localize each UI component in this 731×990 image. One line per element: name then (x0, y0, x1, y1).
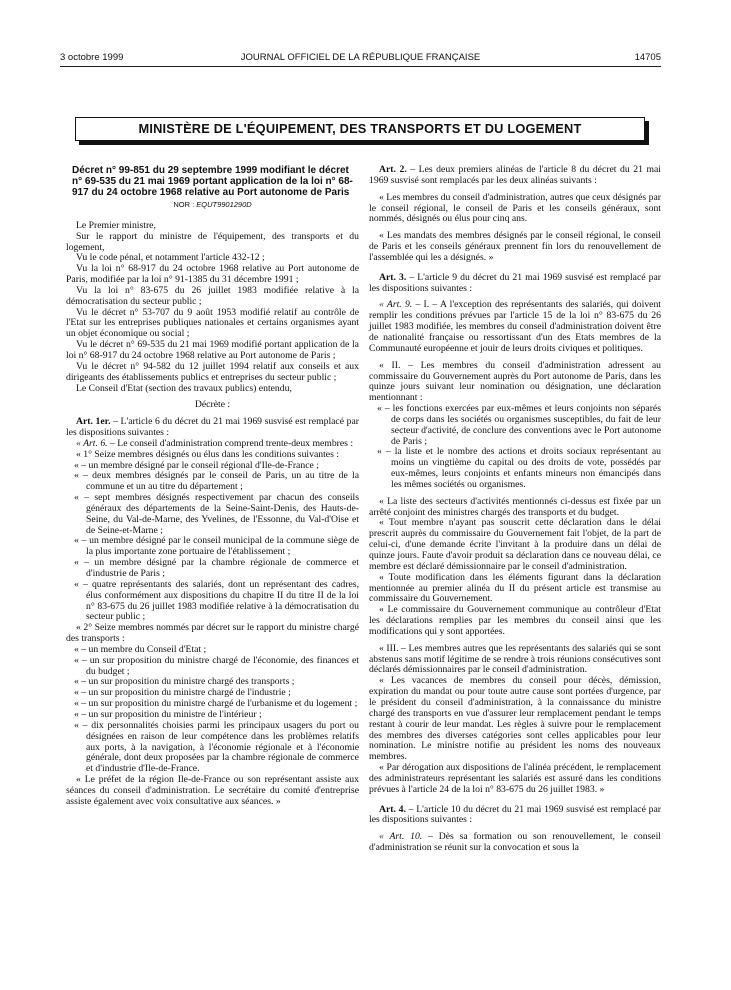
paragraph: « Les membres du conseil d'administration, autres que ceux désignés par le conseil régional, le conseil de Paris et les conseils généraux, sont nommés, désignés ou élus pour cinq ans. (369, 191, 661, 225)
header-rule (60, 66, 661, 67)
paragraph: « 2° Seize membres nommés par décret sur le rapport du ministre chargé des transports : (66, 622, 359, 645)
paragraph: « III. – Les membres autres que les représentants des salariés qui se sont abstenus sans motif légitime de se rendre à trois réunions consécutives sont déclarés démissionnaires par le conseil d'administration. (369, 642, 661, 676)
list-item: « – un membre désigné par le conseil municipal de la commune siège de la plus importante zone portuaire de l'établissement ; (74, 535, 359, 558)
article-1: Art. 1er. – L'article 6 du décret du 21 mai 1969 susvisé est remplacé par les dispositions suivantes : (66, 416, 359, 439)
article-2: Art. 2. – Les deux premiers alinéas de l'article 8 du décret du 21 mai 1969 susvisé sont remplacés par les deux alinéas suivants : (369, 164, 661, 186)
paragraph: « Par dérogation aux dispositions de l'alinéa précédent, le remplacement des administrateurs représentant les salariés est assuré dans les conditions prévues à l'article 24 de la loi n° 83-675 du 26 juillet 1983. » (369, 762, 661, 795)
list-item: « – la liste et le nombre des actions et droits sociaux représentant au moins un vingtième du capital ou des droits de vote, possédés par eux-mêmes, leurs conjoints et enfants mineurs non émancipés dans les mêmes sociétés ou organismes. (377, 446, 661, 490)
article-6: « Art. 6. – Le conseil d'administration comprend trente-deux membres : (76, 437, 354, 449)
list-item: « – dix personnalités choisies parmi les principaux usagers du port ou désignées en raison de leur compétence dans les problèmes relatifs aux ports, à la navigation, à l'économie régionale et à l'économie générale, dont deux proposées par la chambre régionale de commerce et d'industrie d'Ile-de-France. (74, 719, 359, 775)
decrete-heading: Décrète : (194, 399, 231, 411)
article-3: Art. 3. – L'article 9 du décret du 21 mai 1969 susvisé est remplacé par les dispositions suivantes : (369, 271, 661, 294)
list-item: « – quatre représentants des salariés, dont un représentant des cadres, élus conformément aux dispositions du chapitre II du titre II de la loi n° 83-675 du 26 juillet 1983 modifiée relative à la démocratisation du secteur public ; (74, 578, 359, 623)
paragraph: Le Premier ministre, (76, 219, 156, 231)
left-column (66, 165, 359, 808)
paragraph: « Les mandats des membres désignés par le conseil régional, le conseil de Paris et les conseils généraux prennent fin lors du renouvellement de l'assemblée qui les a désignés. » (369, 230, 661, 263)
paragraph: « Le préfet de la région Ile-de-France ou son représentant assiste aux séances du conseil d'administration. Le secrétaire du comité d'entreprise assiste également avec voix consultative aux séances. » (66, 774, 359, 807)
nor-reference: NOR : EQUT9901290D (173, 200, 252, 209)
list-item: « – un sur proposition du ministre chargé de l'urbanisme et du logement ; (74, 698, 358, 710)
paragraph: Vu le décret n° 53-707 du 9 août 1953 modifié relatif au contrôle de l'Etat sur les entreprises publiques nationales et certains organismes ayant un objet économique ou social ; (66, 306, 359, 340)
paragraph: Sur le rapport du ministre de l'équipement, des transports et du logement, (66, 230, 359, 253)
paragraph: « Les vacances de membres du conseil pour décès, démission, expiration du mandat ou pour toute autre cause sont portées d'urgence, par le président du conseil d'administration, à la connaissance du ministre chargé des transports en vue d'assurer leur remplacement pendant le temps restant à courir de leur mandat. Les règles à suivre pour le remplacement des membres des diverses catégories sont celles applicables pour leur nomination. Le ministre notifie au président les noms des nouveaux membres. (369, 675, 661, 763)
paragraph: Vu le code pénal, et notamment l'article 432-12 ; (76, 252, 265, 264)
page-number: 14705 (634, 52, 661, 63)
list-item: « – un sur proposition du ministre de l'intérieur ; (74, 708, 262, 720)
right-column (369, 165, 661, 854)
article-10: « Art. 10. – Dès sa formation ou son renouvellement, le conseil d'administration se réunit sur la convocation et sous la (369, 831, 661, 854)
list-item: « – un membre désigné par la chambre régionale de commerce et d'industrie de Paris ; (74, 557, 359, 579)
article-9: « Art. 9. – I. – A l'exception des représentants des salariés, qui doivent remplir les conditions prévues par l'article 15 de la loi n° 83-675 du 26 juillet 1983 modifiée, les membres du conseil d'administration doivent être de nationalité française ou ressortissant d'un des Etats membres de la Communauté européenne et jouir de leurs droits civiques et politiques. (369, 299, 661, 354)
list-item: « – un sur proposition du ministre chargé des transports ; (74, 676, 295, 688)
header-date: 3 octobre 1999 (60, 52, 124, 63)
paragraph: Vu le décret n° 69-535 du 21 mai 1969 modifié portant application de la loi n° 68-917 du 24 octobre 1968 relative au Port autonome de Paris ; (66, 339, 359, 361)
paragraph: « La liste des secteurs d'activités mentionnés ci-dessus est fixée par un arrêté conjoint des ministres chargés des transports et du budget. (369, 495, 661, 518)
list-item: « – un sur proposition du ministre chargé de l'économie, des finances et du budget ; (74, 654, 359, 677)
list-item: « – deux membres désignés par le conseil de Paris, un au titre de la commune et un au titre du département ; (74, 470, 359, 493)
list-item: « – sept membres désignés respectivement par chacun des conseils généraux des départements de la Seine-Saint-Denis, des Hauts-de-Seine, du Val-de-Marne, des Yvelines, de l'Essonne, du Val-d'Oise et de Seine-et-Marne ; (74, 492, 359, 536)
list-item: « – un sur proposition du ministre chargé de l'industrie ; (74, 687, 291, 699)
paragraph: Le Conseil d'Etat (section des travaux publics) entendu, (76, 382, 292, 394)
decree-title: Décret n° 99-851 du 29 septembre 1999 modifiant le décret n° 69-535 du 21 mai 1969 portant application de la loi n° 68-917 du 24 octobre 1968 relative au Port autonome de Paris (72, 165, 353, 198)
ministry-banner: MINISTÈRE DE L'ÉQUIPEMENT, DES TRANSPORTS ET DU LOGEMENT (75, 117, 645, 141)
list-item: « – un membre désigné par le conseil régional d'Ile-de-France ; (74, 459, 319, 471)
paragraph: Vu la loi n° 68-917 du 24 octobre 1968 relative au Port autonome de Paris, modifiée par la loi n° 91-1385 du 31 décembre 1991 ; (66, 263, 359, 286)
paragraph: « Toute modification dans les éléments figurant dans la déclaration mentionnée au premier alinéa du II du présent article est transmise au commissaire du Gouvernement. (369, 571, 661, 605)
list-item: « – un membre du Conseil d'Etat ; (74, 643, 207, 655)
journal-title: JOURNAL OFFICIEL DE LA RÉPUBLIQUE FRANÇAISE (240, 52, 481, 63)
article-4: Art. 4. – L'article 10 du décret du 21 mai 1969 susvisé est remplacé par les dispositions suivantes : (369, 803, 661, 826)
paragraph: « II. – Les membres du conseil d'administration adressent au commissaire du Gouvernement auprès du Port autonome de Paris, dans les quinze jours suivant leur nomination ou désignation, une déclaration mentionnant : (369, 359, 661, 404)
paragraph: Vu la loi n° 83-675 du 26 juillet 1983 modifiée relative à la démocratisation du secteur public ; (66, 284, 359, 307)
list-item: « – les fonctions exercées par eux-mêmes et leurs conjoints non séparés de corps dans les sociétés ou organismes susceptibles, du fait de leur secteur d'activité, de conclure des conventions avec le Port autonome de Paris ; (377, 403, 661, 447)
paragraph: « Le commissaire du Gouvernement communique au contrôleur d'Etat les déclarations remplies par les membres du conseil ainsi que les modifications qui y sont apportées. (369, 604, 661, 637)
paragraph: « 1° Seize membres désignés ou élus dans les conditions suivantes : (76, 448, 339, 460)
paragraph: « Tout membre n'ayant pas souscrit cette déclaration dans le délai prescrit auprès du commissaire du Gouvernement fait l'objet, de la part de celui-ci, d'une demande écrite l'invitant à la produire dans un délai de quinze jours. Faute d'avoir produit sa déclaration dans ce nouveau délai, ce membre est déclaré démissionnaire par le conseil d'administration. (369, 517, 661, 572)
paragraph: Vu le décret n° 94-582 du 12 juillet 1994 relatif aux conseils et aux dirigeants des établissements publics et entreprises du secteur public ; (66, 360, 359, 383)
